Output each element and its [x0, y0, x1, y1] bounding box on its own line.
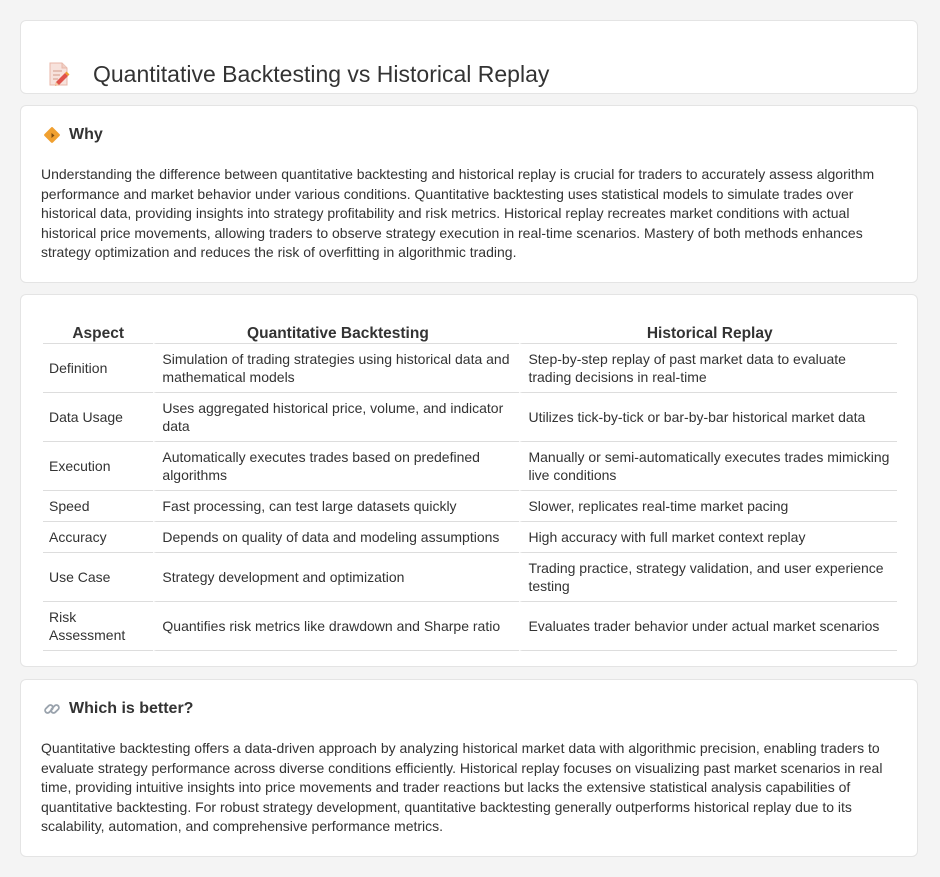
table-row [43, 442, 897, 491]
cell-quantitative-backtesting: Uses aggregated historical price, volume, and indicator data [153, 393, 519, 442]
header-aspect: Aspect [43, 315, 153, 344]
header-quantitative-backtesting: Quantitative Backtesting [153, 315, 519, 344]
table-header-row [43, 315, 897, 344]
cell-quantitative-backtesting: Depends on quality of data and modeling assumptions [153, 522, 519, 553]
table-row [43, 553, 897, 602]
cell-aspect: Risk Assessment [43, 602, 153, 651]
cell-quantitative-backtesting: Fast processing, can test large datasets quickly [153, 491, 519, 522]
cell-aspect: Use Case [43, 553, 153, 602]
memo-pencil-icon [47, 61, 71, 87]
better-heading-row [43, 700, 193, 718]
why-heading-row [43, 126, 103, 144]
link-icon [43, 700, 61, 718]
cell-aspect: Accuracy [43, 522, 153, 553]
cell-historical-replay: Slower, replicates real-time market pacing [519, 491, 897, 522]
cell-historical-replay: Evaluates trader behavior under actual market scenarios [519, 602, 897, 651]
cell-historical-replay: Step-by-step replay of past market data to evaluate trading decisions in real-time [519, 344, 897, 393]
cell-historical-replay: Manually or semi-automatically executes trades mimicking live conditions [519, 442, 897, 491]
cell-aspect: Data Usage [43, 393, 153, 442]
cell-quantitative-backtesting: Quantifies risk metrics like drawdown and Sharpe ratio [153, 602, 519, 651]
header-historical-replay: Historical Replay [519, 315, 897, 344]
comparison-card [20, 294, 918, 667]
cell-aspect: Speed [43, 491, 153, 522]
table-row [43, 491, 897, 522]
cell-quantitative-backtesting: Automatically executes trades based on predefined algorithms [153, 442, 519, 491]
cell-historical-replay: Trading practice, strategy validation, and user experience testing [519, 553, 897, 602]
cell-aspect: Definition [43, 344, 153, 393]
cell-aspect: Execution [43, 442, 153, 491]
page-title: Quantitative Backtesting vs Historical Replay [93, 61, 550, 88]
title-card [20, 20, 918, 94]
title-row [47, 45, 549, 104]
better-heading: Which is better? [69, 700, 194, 717]
cell-historical-replay: High accuracy with full market context replay [519, 522, 897, 553]
table-row [43, 393, 897, 442]
comparison-table [43, 315, 897, 651]
cell-quantitative-backtesting: Simulation of trading strategies using historical data and mathematical models [153, 344, 519, 393]
table-row [43, 602, 897, 651]
table-row [43, 522, 897, 553]
why-card [20, 105, 918, 283]
better-body: Quantitative backtesting offers a data-driven approach by analyzing historical market data with algorithmic precision, enabling traders to evaluate strategy performance across diverse conditions efficiently. Historical replay focuses on visualizing past market scenarios in real time, providing intuitive insights into price movements and trader reactions but lacks the extensive statistical analysis capabilities of quantitative backtesting. For robust strategy development, quantitative backtesting generally outperforms historical replay due to its scalability, automation, and comprehensive performance metrics. [41, 740, 883, 835]
cell-quantitative-backtesting: Strategy development and optimization [153, 553, 519, 602]
which-is-better-card [20, 679, 918, 857]
why-body: Understanding the difference between quantitative backtesting and historical replay is crucial for traders to accurately assess algorithm performance and market behavior under various conditions. Quantitative backtesting uses statistical models to simulate trades over historical data, providing insights into strategy profitability and risk metrics. Historical replay recreates market conditions with actual historical price movements, allowing traders to observe strategy execution in real-time scenarios. Mastery of both methods enhances strategy optimization and reduces the risk of overfitting in algorithmic trading. [41, 166, 875, 261]
why-heading: Why [69, 126, 103, 143]
table-row [43, 344, 897, 393]
cell-historical-replay: Utilizes tick-by-tick or bar-by-bar historical market data [519, 393, 897, 442]
diamond-signal-icon [43, 126, 61, 144]
